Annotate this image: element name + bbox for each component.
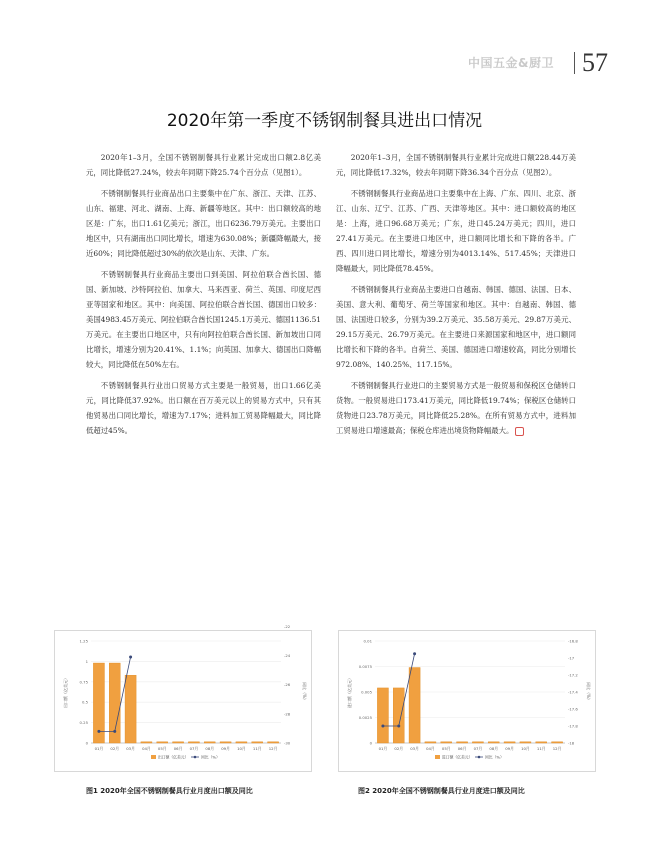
x-tick-label: 08月 [489,746,499,751]
right-column [336,150,576,444]
bar [504,742,515,743]
bar [157,742,168,743]
x-tick-label: 01月 [378,746,388,751]
x-tick-label: 11月 [536,746,546,751]
bar [409,668,420,743]
y2-tick-label: -17 [568,655,575,661]
y2-tick-label: -24 [284,653,291,659]
bar [188,742,199,743]
paragraph-text: 不锈钢制餐具行业进口的主要贸易方式是一般贸易和保税区仓储转口货物。一般贸易进口173.41万美元，同比降低19.74%；保税区仓储转口货物进口23.78万美元，同比降低25.28%。在所有贸易方式中，进料加工贸易进口增速最高；保税仓库进出境货物降幅最大。 [336,381,576,435]
legend-swatch-bar [151,755,156,759]
paragraph: 2020年1–3月，全国不锈钢制餐具行业累计完成进口额228.44万美元，同比降低17.32%，较去年同期下降36.34个百分点（见图2）。 [336,153,576,177]
header-divider [574,52,575,74]
import-chart [338,630,596,772]
line-point [113,730,116,733]
legend-label: 同比（%） [485,754,504,760]
legend-label: 同比（%） [201,754,220,760]
y-tick-label: 0 [85,740,88,746]
x-tick-label: 05月 [441,746,451,751]
bar [520,742,531,743]
x-tick-label: 03月 [410,746,419,751]
x-tick-label: 03月 [126,746,135,751]
bar [441,742,452,743]
x-tick-label: 11月 [252,746,262,751]
bar [552,742,563,743]
y2-tick-label: -18 [568,740,575,746]
legend-swatch-bar [435,755,440,759]
paragraph-last [336,378,576,438]
bar [252,742,263,743]
y-tick-label: 0 [369,740,372,746]
x-tick-label: 04月 [426,746,435,751]
x-tick-label: 07月 [473,746,483,751]
x-tick-label: 01月 [94,746,104,751]
bar [488,742,499,743]
bar [393,688,404,743]
figure-1-caption: 图1 2020年全国不锈钢制餐具行业月度出口额及同比 [86,787,253,795]
bar [141,742,152,743]
paragraph: 不锈钢制餐具行业商品出口主要集中在广东、浙江、天津、江苏、山东、福建、河北、湖南、上海、新疆等地区。其中：出口额较高的地区是：广东，出口1.61亿美元；浙江，出口6236.79万美元。主要出口地区中，只有湖南出口同比增长，增速为630.08%；新疆降幅最大，接近60%；同比降低超过30%的依次是山东、天津、广东。 [86,189,321,258]
line-point [397,725,400,728]
y2-axis-label: 同比（%） [302,682,307,702]
x-tick-label: 10月 [521,746,530,751]
y2-tick-label: -22 [284,623,291,629]
bar [536,742,547,743]
y-tick-label: 1.25 [79,638,88,644]
paragraph: 不锈钢制餐具行业商品主要进口自越南、韩国、德国、法国、日本、美国、意大利、葡萄牙、荷兰等国家和地区。其中：自越南、韩国、德国、法国进口较多，分别为39.2万美元、35.58万美元、29.87万美元、29.15万美元、26.79万美元。在主要进口来源国家和地区中，进口额同比增长和下降的各半。自荷兰、美国、德国进口增速较高，同比分别增长972.08%、140.25%、117.15%。 [336,285,576,369]
y2-tick-label: -17.4 [568,689,578,695]
x-tick-label: 09月 [221,746,230,751]
line-point [381,725,384,728]
x-tick-label: 12月 [268,746,278,751]
paragraph: 2020年1–3月，全国不锈钢制餐具行业累计完成出口额2.8亿美元，同比降低27.24%，较去年同期下降25.74个百分点（见图1）。 [86,153,321,177]
paragraph: 不锈钢制餐具行业出口贸易方式主要是一般贸易，出口1.66亿美元，同比降低37.92%。出口额在百万美元以上的贸易方式中，只有其他贸易出口同比增长，增速为7.17%；进料加工贸易降幅最大，同比降低超过45%。 [86,381,321,435]
x-tick-label: 06月 [457,746,467,751]
bar [173,742,184,743]
x-tick-label: 02月 [110,746,120,751]
bar [425,742,436,743]
x-tick-label: 02月 [394,746,404,751]
import-chart-svg [339,631,595,771]
legend-label: 进口额（亿美元） [442,754,473,760]
y-tick-label: 1 [85,658,88,664]
x-tick-label: 07月 [189,746,199,751]
y-axis-label: 出口额（亿美元） [63,676,68,708]
left-column [86,150,321,444]
header-brand-logo: 中国五金&厨卫 [468,56,554,70]
figure-2-caption: 图2 2020年全国不锈钢制餐具行业月度进口额及同比 [358,787,525,795]
bar [220,742,231,743]
bar [472,742,483,743]
line-point [413,652,416,655]
y2-tick-label: -17.6 [568,706,578,712]
end-mark-icon [515,427,524,436]
y-axis-label: 进口额（亿美元） [347,676,352,708]
x-tick-label: 04月 [142,746,151,751]
y-tick-label: 0.0025 [358,715,372,720]
bar [236,742,247,743]
y2-tick-label: -17.2 [568,672,578,678]
page-number: 57 [582,48,608,77]
x-tick-label: 09月 [505,746,514,751]
y-tick-label: 0.75 [79,679,88,685]
y2-tick-label: -17.8 [568,723,578,729]
export-chart [54,623,312,772]
bar [125,675,136,743]
y-tick-label: 0.5 [81,699,88,705]
line-point [97,730,100,733]
x-tick-label: 10月 [237,746,246,751]
y-tick-label: 0.25 [79,720,88,726]
y-tick-label: 0.01 [363,638,372,644]
paragraph: 不锈钢制餐具行业商品进口主要集中在上海、广东、四川、北京、浙江、山东、辽宁、江苏、广西、天津等地区。其中：进口额较高的地区是：上海，进口96.68万美元；广东，进口45.24万美元；四川，进口27.41万美元。在主要进口地区中，进口额同比增长和下降的各半。广西、四川进口同比增长，增速分别为4013.14%、517.45%；天津进口降幅最大，同比降低78.45%。 [336,189,576,273]
bar [268,742,279,743]
x-tick-label: 05月 [157,746,167,751]
legend-marker [194,756,197,759]
y2-tick-label: -26 [284,682,291,688]
paragraph: 不锈钢制餐具行业商品主要出口到美国、阿拉伯联合酋长国、德国、新加坡、沙特阿拉伯、加拿大、马来西亚、荷兰、英国、印度尼西亚等国家和地区。其中：向美国、阿拉伯联合酋长国、德国出口较多：美国4983.45万美元、阿拉伯联合酋长国1245.1万美元、德国1136.51万美元。在主要出口地区中，只有向阿拉伯联合酋长国、新加坡出口同比增长，增速分别为20.41%、1.1%；向英国、加拿大、德国出口降幅较大，同比降低在50%左右。 [86,270,321,369]
y2-axis-label: 同比（%） [586,682,591,702]
bar [457,742,468,743]
article-title: 2020年第一季度不锈钢制餐具进出口情况 [166,111,483,131]
y-tick-label: 0.005 [361,689,372,695]
y2-tick-label: -16.8 [568,638,578,644]
y2-tick-label: -30 [284,740,291,746]
bar [377,688,388,743]
x-tick-label: 08月 [205,746,215,751]
legend-label: 出口额（亿美元） [158,754,189,760]
x-tick-label: 06月 [173,746,183,751]
legend-marker [478,756,481,759]
y-tick-label: 0.0075 [358,664,372,669]
bar [204,742,215,743]
x-tick-label: 12月 [552,746,562,751]
line-point [129,656,132,659]
y2-tick-label: -28 [284,711,291,717]
export-chart-svg [55,623,311,771]
